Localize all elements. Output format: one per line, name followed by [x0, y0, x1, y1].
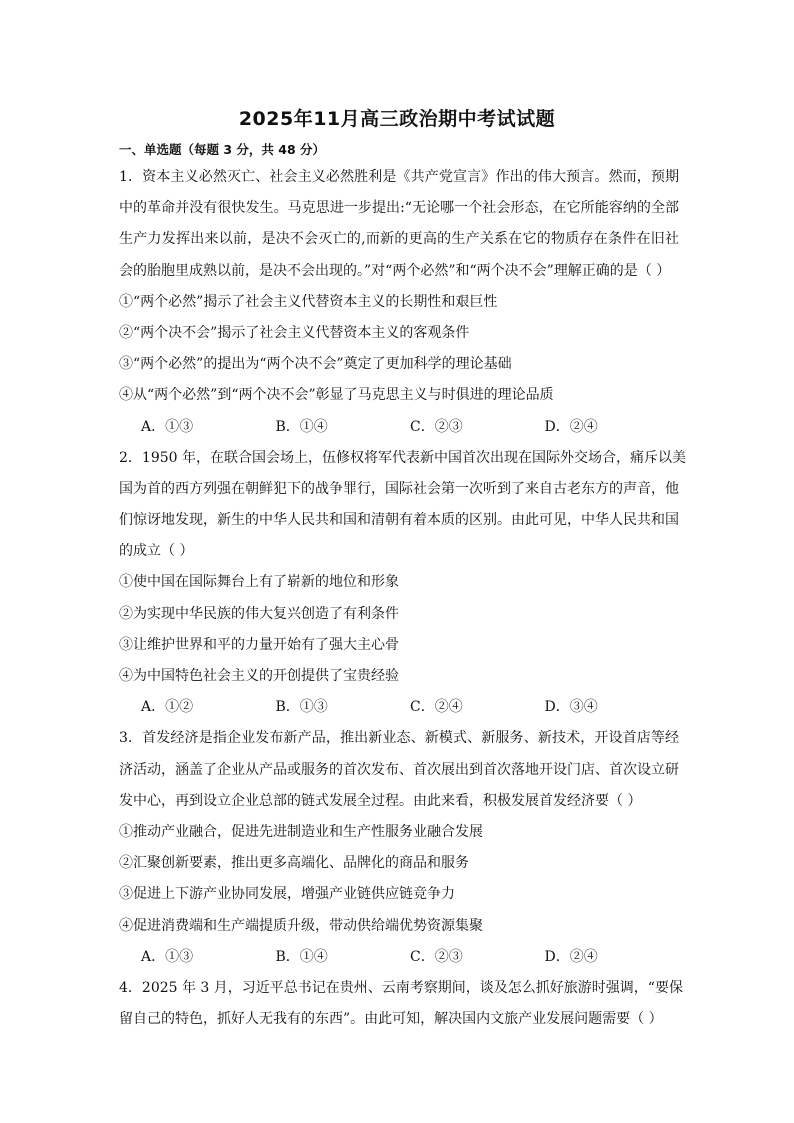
question-stem-line: 4．2025 年 3 月，习近平总书记在贵州、云南考察期间，谈及怎么抓好旅游时强调，“要保: [119, 979, 683, 996]
question-stem-line: 1．资本主义必然灭亡、社会主义必然胜利是《共产党宣言》作出的伟大预言。然而，预期: [119, 169, 679, 185]
page-title: 2025年11月高三政治期中考试试题: [238, 108, 556, 130]
question-stem-line: 中的革命并没有很快发生。马克思进一步提出:“无论哪一个社会形态，在它所能容纳的全部: [119, 200, 679, 217]
option-b[interactable]: B．①④: [275, 418, 328, 435]
statement-item: ④促进消费端和生产端提质升级，带动供给端优势资源集聚: [119, 917, 483, 934]
question-stem-line: 济活动，涵盖了企业从产品或服务的首次发布、首次展出到首次落地开设门店、首次设立研: [119, 761, 679, 778]
statement-item: ②汇聚创新要素，推出更多高端化、品牌化的商品和服务: [119, 855, 469, 872]
option-a[interactable]: A．①③: [141, 418, 194, 435]
question-stem-line: 2．1950 年，在联合国会场上，伍修权将军代表新中国首次出现在国际外交场合，痛斥以美: [119, 449, 686, 466]
statement-item: ④从“两个必然”到“两个决不会”彰显了马克思主义与时俱进的理论品质: [119, 387, 554, 404]
answer-options: [119, 692, 679, 723]
question-stem-line: 发中心，再到设立企业总部的链式发展全过程。由此来看，积极发展首发经济要（ ）: [119, 792, 642, 809]
option-c[interactable]: C．②③: [410, 418, 463, 435]
statement-item: ①“两个必然”揭示了社会主义代替资本主义的长期性和艰巨性: [119, 293, 498, 310]
statement-item: ②“两个决不会”揭示了社会主义代替资本主义的客观条件: [119, 324, 470, 341]
option-c[interactable]: C．②④: [410, 699, 463, 716]
statement-item: ②为实现中华民族的伟大复兴创造了有利条件: [119, 605, 399, 622]
option-c[interactable]: C．②③: [410, 948, 463, 965]
question-list: [119, 162, 686, 1035]
question-stem-line: 们惊讶地发现，新生的中华人民共和国和清朝有着本质的区别。由此可见，中华人民共和国: [119, 512, 679, 529]
question-stem-line: 生产力发挥出来以前，是决不会灭亡的,而新的更高的生产关系在它的物质存在条件在旧社: [119, 231, 679, 248]
question-stem-line: 国为首的西方列强在朝鲜犯下的战争罪行，国际社会第一次听到了来自古老东方的声音，他: [119, 480, 679, 497]
answer-options: [119, 942, 679, 973]
option-d[interactable]: D．③④: [544, 699, 598, 716]
question-1: [119, 162, 679, 443]
question-stem-line: 留自己的特色，抓好人无我有的东西”。由此可知，解决国内文旅产业发展问题需要（ ）: [119, 1011, 663, 1028]
statement-item: ①使中国在国际舞台上有了崭新的地位和形象: [119, 574, 399, 591]
statement-item: ③让维护世界和平的力量开始有了强大主心骨: [119, 636, 399, 653]
statement-item: ④为中国特色社会主义的开创提供了宝贵经验: [119, 668, 399, 684]
statement-item: ③促进上下游产业协同发展，增强产业链供应链竞争力: [119, 886, 455, 903]
option-a[interactable]: A．①②: [141, 699, 194, 716]
question-stem-line: 会的胎胞里成熟以前，是决不会出现的。”对“两个必然”和“两个决不会”理解正确的是（ ）: [119, 262, 671, 279]
option-b[interactable]: B．①④: [275, 948, 328, 965]
statement-item: ③“两个必然”的提出为“两个决不会”奠定了更加科学的理论基础: [119, 356, 512, 373]
option-d[interactable]: D．②④: [544, 948, 598, 965]
question-3: [119, 723, 679, 973]
option-a[interactable]: A．①③: [141, 948, 194, 965]
question-4: [119, 973, 683, 1035]
option-b[interactable]: B．①③: [275, 699, 328, 716]
section-heading: 一、单选题（每题 3 分，共 48 分）: [119, 142, 326, 157]
statement-item: ①推动产业融合，促进先进制造业和生产性服务业融合发展: [119, 823, 483, 840]
question-stem-line: 3．首发经济是指企业发布新产品，推出新业态、新模式、新服务、新技术，开设首店等经: [119, 730, 679, 747]
answer-options: [119, 412, 679, 443]
question-stem-line: 的成立（ ）: [119, 543, 194, 560]
option-d[interactable]: D．②④: [544, 418, 598, 435]
question-2: [119, 443, 686, 724]
